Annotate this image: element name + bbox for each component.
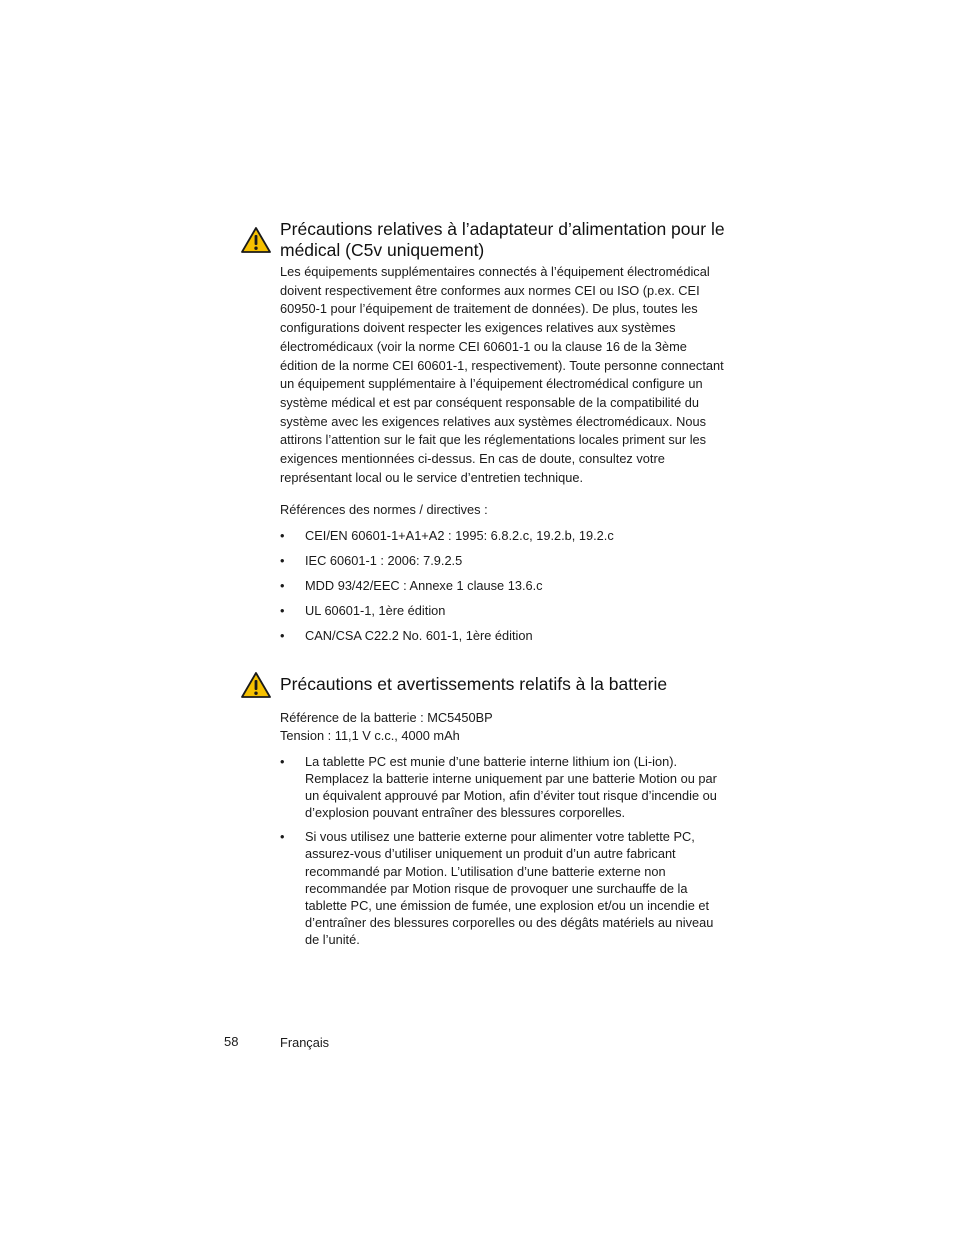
bullet-glyph: • xyxy=(280,829,285,845)
list-item xyxy=(280,528,730,553)
warning-triangle-icon xyxy=(240,226,272,254)
bullet-glyph: • xyxy=(280,528,285,543)
list-item xyxy=(280,603,730,628)
bullet-glyph: • xyxy=(280,754,285,769)
reference-text: CEI/EN 60601-1+A1+A2 : 1995: 6.8.2.c, 19.2.b, 19.2.c xyxy=(305,528,614,543)
battery-warnings-list xyxy=(280,753,730,955)
list-item xyxy=(280,828,730,948)
bullet-glyph: • xyxy=(280,578,285,593)
bullet-glyph: • xyxy=(280,603,285,618)
list-item xyxy=(280,628,730,653)
list-item xyxy=(280,553,730,578)
section-body-power-adapter: Les équipements supplémentaires connectés à l’équipement électromédical doivent respectivement être conformes aux normes CEI ou ISO (p.ex. CEI 60950-1 pour l’équipement de traitement de données). De plus, toutes les configurations doivent respecter les exigences relatives aux systèmes électromédicaux (voir la norme CEI 60601-1 ou la clause 16 de la 3ème édition de la norme CEI 60601-1, respectivement). Toute personne connectant un équipement supplémentaire à l’équipement électromédical configure un système médical et est par conséquent responsable de la compatibilité du système avec les exigences relatives aux systèmes électromédicaux. Nous attirons l’attention sur le fait que les réglementations locales priment sur les exigences mentionnées ci-dessus. En cas de doute, consultez votre représentant local ou le service d’entretien technique. xyxy=(280,264,724,485)
bullet-glyph: • xyxy=(280,628,285,643)
battery-reference: Référence de la batterie : MC5450BP xyxy=(280,710,493,725)
reference-text: CAN/CSA C22.2 No. 601-1, 1ère édition xyxy=(305,628,533,643)
warning-triangle-icon xyxy=(240,671,272,699)
page-number: 58 xyxy=(224,1034,239,1049)
reference-text: MDD 93/42/EEC : Annexe 1 clause 13.6.c xyxy=(305,578,543,593)
list-item xyxy=(280,578,730,603)
references-list xyxy=(280,528,730,653)
reference-text: IEC 60601-1 : 2006: 7.9.2.5 xyxy=(305,553,463,568)
section-heading-battery: Précautions et avertissements relatifs à la batterie xyxy=(280,674,668,694)
bullet-glyph: • xyxy=(280,553,285,568)
warning-text: Si vous utilisez une batterie externe pour alimenter votre tablette PC, assurez-vous d’utiliser uniquement un produit d’un autre fabricant recommandé par Motion. L’utilisation d’une batterie externe non recommandée par Motion risque de provoquer une surchauffe de la tablette PC, une émission de fumée, une explosion et/ou un incendie et d’entraîner des blessures corporelles ou des dégâts matériels au niveau de l’unité. xyxy=(305,829,714,947)
warning-text: La tablette PC est munie d’une batterie interne lithium ion (Li-ion). Remplacez la batterie interne uniquement par une batterie Motion ou par un équivalent approuvé par Motion, afin d’éviter tout risque d’incendie ou d’explosion pouvant entraîner des blessures corporelles. xyxy=(305,754,717,821)
references-label: Références des normes / directives : xyxy=(280,502,488,517)
battery-voltage: Tension : 11,1 V c.c., 4000 mAh xyxy=(280,728,460,743)
section-heading-power-adapter: Précautions relatives à l’adaptateur d’alimentation pour le médical (C5v uniquement) xyxy=(280,219,725,260)
footer-language: Français xyxy=(280,1035,330,1050)
reference-text: UL 60601-1, 1ère édition xyxy=(305,603,446,618)
list-item xyxy=(280,753,730,821)
